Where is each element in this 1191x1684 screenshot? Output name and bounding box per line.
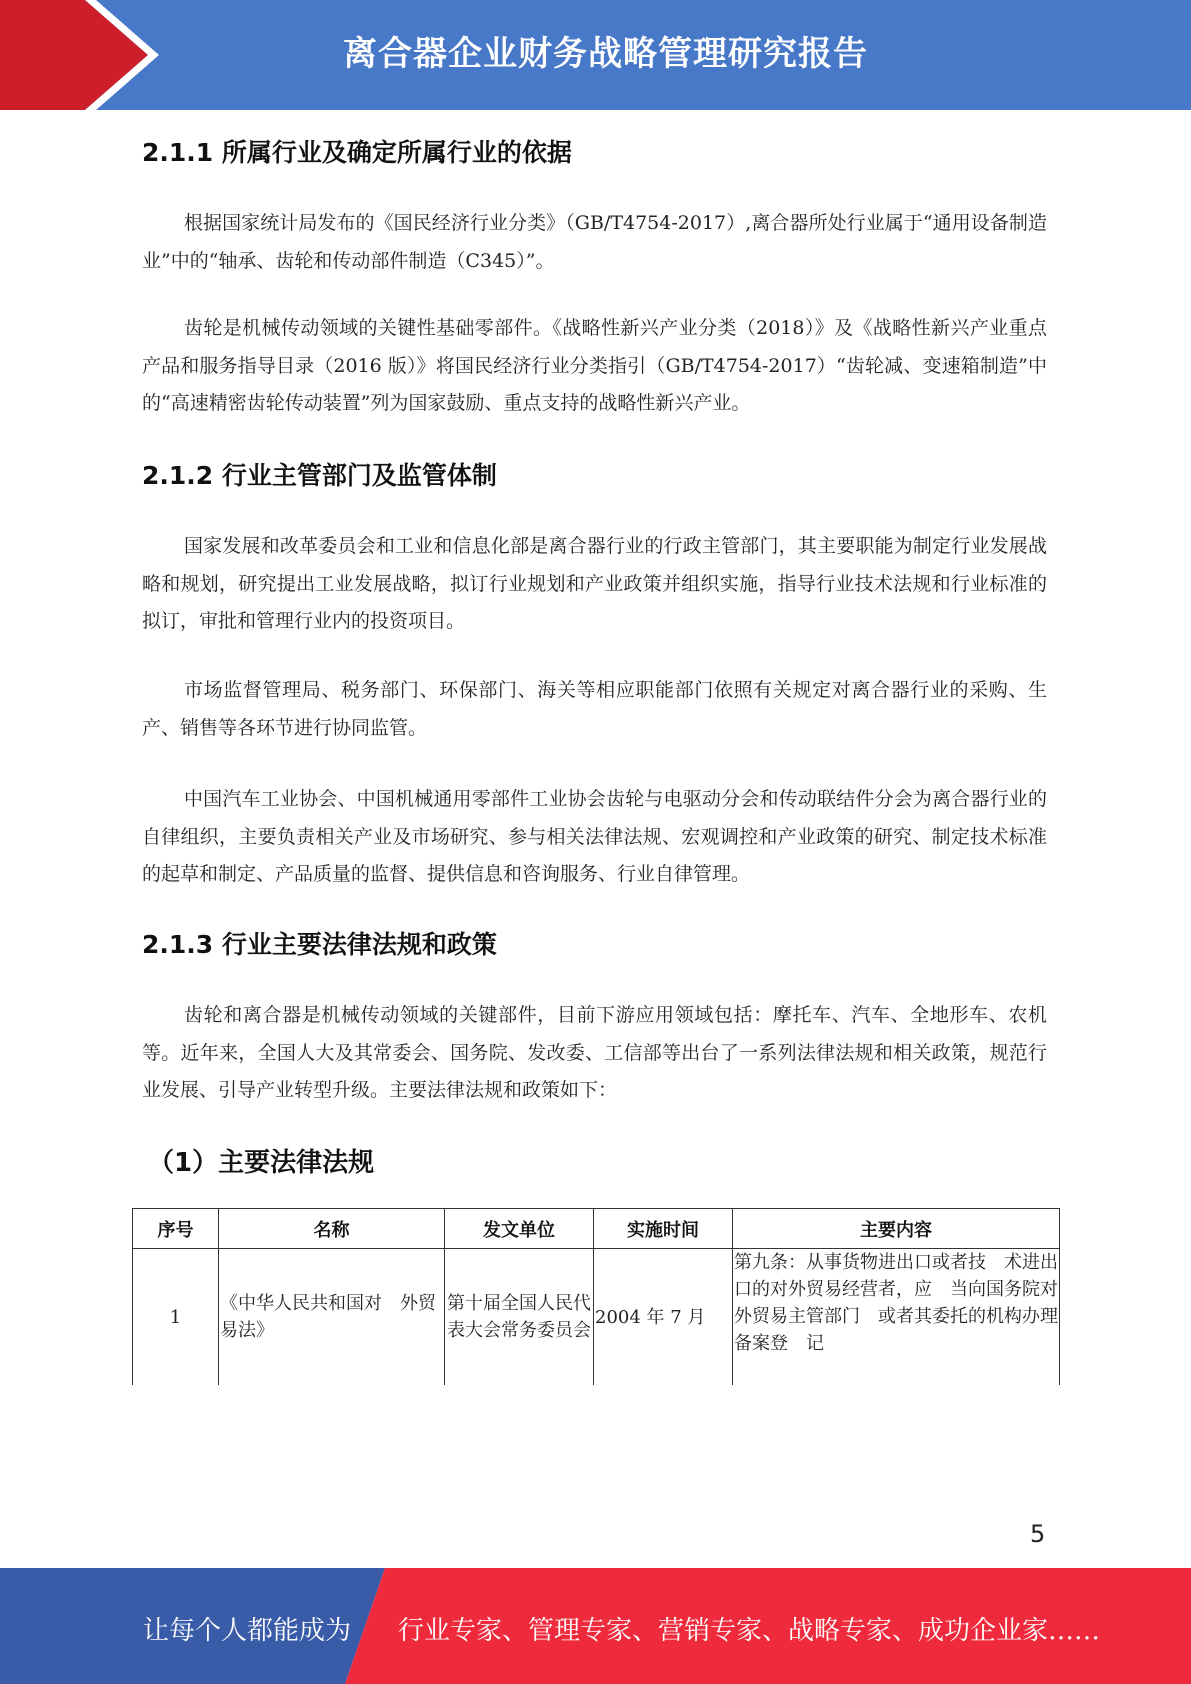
page-number: 5 xyxy=(1030,1520,1046,1548)
subsection-heading-laws: （1）主要法律法规 xyxy=(148,1148,375,1178)
cell-seq: 1 xyxy=(133,1249,219,1386)
section-heading-2-1-3: 2.1.3 行业主要法律法规和政策 xyxy=(142,930,497,959)
laws-table xyxy=(132,1208,1060,1385)
paragraph: 齿轮和离合器是机械传动领域的关键部件，目前下游应用领域包括：摩托车、汽车、全地形车、农机等。近年来，全国人大及其常委会、国务院、发改委、工信部等出台了一系列法律法规和相关政策，规范行业发展、引导产业转型升级。主要法律法规和政策如下： xyxy=(142,1004,1047,1101)
paragraph: 国家发展和改革委员会和工业和信息化部是离合器行业的行政主管部门，其主要职能为制定行业发展战略和规划，研究提出工业发展战略，拟订行业规划和产业政策并组织实施，指导行业技术法规和行业标准的拟订，审批和管理行业内的投资项目。 xyxy=(142,535,1047,632)
paragraph: 中国汽车工业协会、中国机械通用零部件工业协会齿轮与电驱动分会和传动联结件分会为离合器行业的自律组织，主要负责相关产业及市场研究、参与相关法律法规、宏观调控和产业政策的研究、制定技术标准的起草和制定、产品质量的监督、提供信息和咨询服务、行业自律管理。 xyxy=(142,788,1047,885)
paragraph: 齿轮是机械传动领域的关键性基础零部件。《战略性新兴产业分类（2018）》及《战略性新兴产业重点产品和服务指导目录（2016 版）》将国民经济行业分类指引（GB/T4754-2017）“齿轮减、变速箱制造”中的“高速精密齿轮传动装置”列为国家鼓励、重点支持的战略性新兴产业。 xyxy=(142,317,1047,414)
column-header-issuer: 发文单位 xyxy=(445,1209,594,1249)
paragraph: 市场监督管理局、税务部门、环保部门、海关等相应职能部门依照有关规定对离合器行业的采购、生产、销售等各环节进行协同监管。 xyxy=(142,679,1047,739)
cell-issuer: 第十届全国人民代表大会常务委员会 xyxy=(445,1249,594,1386)
column-header-name: 名称 xyxy=(219,1209,445,1249)
column-header-date: 实施时间 xyxy=(594,1209,733,1249)
section-heading-2-1-2: 2.1.2 行业主管部门及监管体制 xyxy=(142,461,497,490)
table-header-row xyxy=(133,1209,1060,1249)
page-header xyxy=(0,0,1191,110)
cell-name: 《中华人民共和国对 外贸易法》 xyxy=(219,1249,445,1386)
footer-slogan-right: 行业专家、管理专家、营销专家、战略专家、成功企业家…… xyxy=(398,1616,1101,1646)
cell-content: 第九条：从事货物进出口或者技 术进出口的对外贸易经营者，应 当向国务院对外贸易主管部门 或者其委托的机构办理备案登 记 xyxy=(733,1249,1060,1386)
cell-date: 2004 年 7 月 xyxy=(594,1249,733,1386)
column-header-seq: 序号 xyxy=(133,1209,219,1249)
section-heading-2-1-1: 2.1.1 所属行业及确定所属行业的依据 xyxy=(142,138,572,167)
footer-slogan-left: 让每个人都能成为 xyxy=(143,1616,352,1646)
column-header-content: 主要内容 xyxy=(733,1209,1060,1249)
paragraph: 根据国家统计局发布的《国民经济行业分类》（GB/T4754-2017）,离合器所处行业属于“通用设备制造业”中的“轴承、齿轮和传动部件制造（C345）”。 xyxy=(142,212,1047,272)
table-row xyxy=(133,1249,1060,1386)
report-title: 离合器企业财务战略管理研究报告 xyxy=(343,34,868,74)
page-footer xyxy=(0,1568,1191,1684)
